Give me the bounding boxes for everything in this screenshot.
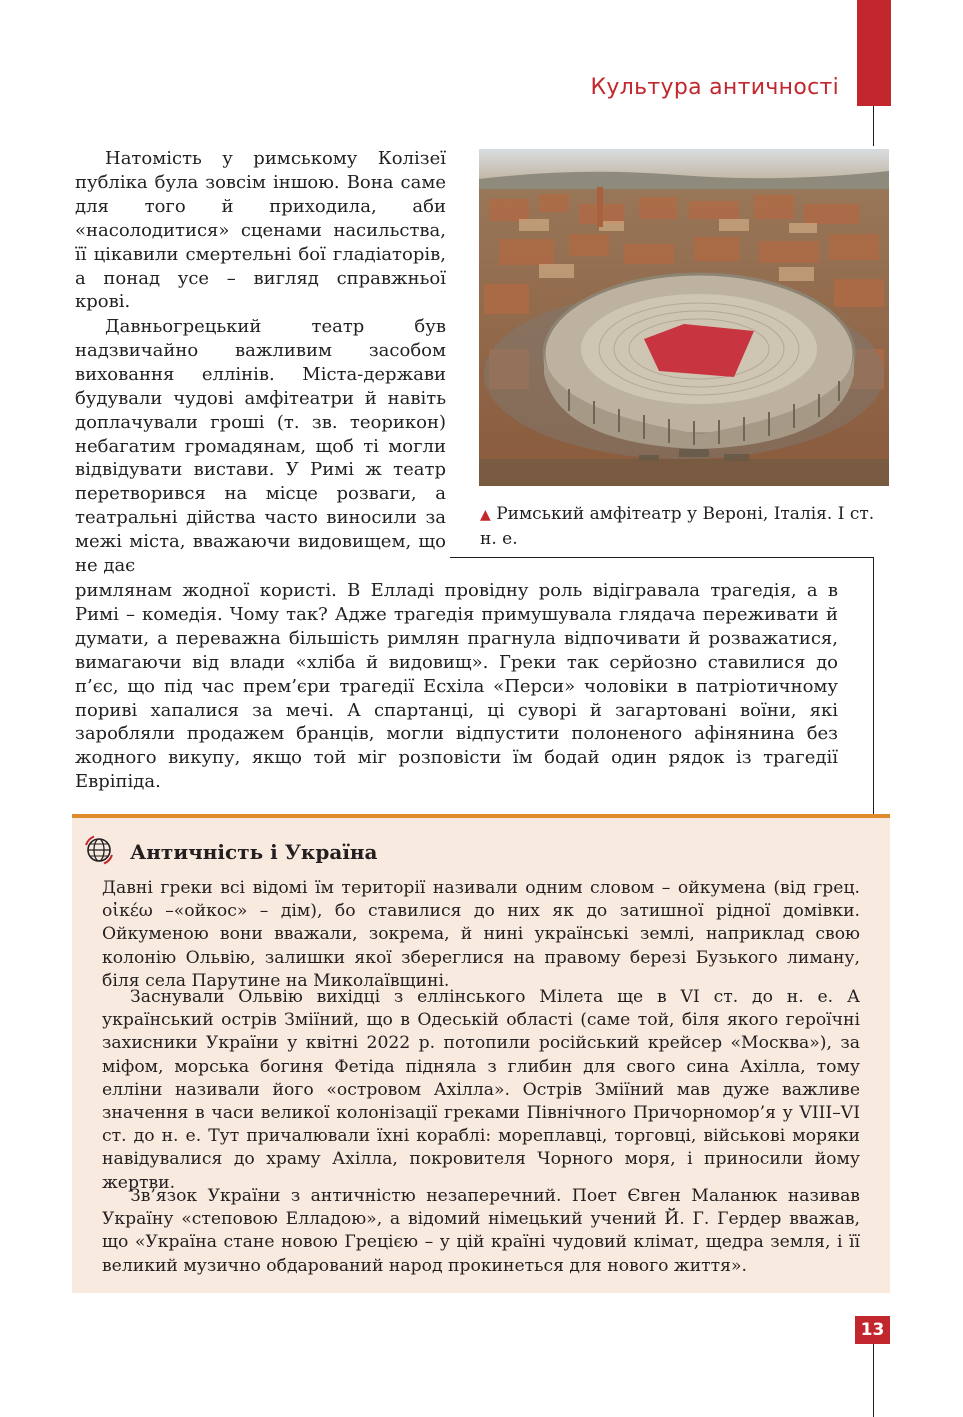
- margin-rule: [873, 1343, 874, 1417]
- paragraph: римлянам жодної користі. В Елладі провідну роль відігравала трагедія, а в Римі – комедія. Чому так? Адже трагедія примушувала глядача переживати й думати, а переважна більшість римлян прагнула відпочивати й розважатися, вимагаючи від влади «хліба й видовищ». Греки так серйозно ставилися до п’єс, що під час прем’єри трагедії Есхіла «Перси» чоловіки в патріотичному пориві хапалися за мечі. А спартанці, ці суворі й загартовані воїни, які заробляли продажем бранців, могли відпустити полоненого афінянина без жодного викупу, якщо той міг розповісти їм бодай один рядок із трагедії Евріпіда.: [75, 580, 838, 793]
- box-title: Античність і Україна: [130, 840, 378, 864]
- page-number: 13: [855, 1316, 890, 1344]
- margin-rule: [873, 557, 874, 815]
- box-paragraph: Зв’язок України з античністю незаперечний. Поет Євген Маланюк називав Україну «степовою Елладою», а відомий німецький учений Й. Г. Гердер вважав, що «Україна стане новою Грецією – у цій країні чудовий клімат, щедра земля, і її великий музично обдарований народ прокинеться для нового життя».: [102, 1186, 860, 1276]
- paragraph: Давньогрецький театр був надзвичайно важливим засобом виховання еллінів. Міста-держави будували чудові амфітеатри й навіть доплачували гроші (т. зв. теорикон) небагатим громадянам, щоб ті могли відвідувати вистави. У Римі ж театр перетворився на місце розваги, а театральні дійства часто виносили за межі міста, вважаючи видовищем, що не дає: [75, 316, 446, 577]
- caption-text: Римський амфітеатр у Вероні, Італія. І ст. н. е.: [480, 504, 875, 549]
- photo-caption: [480, 502, 880, 551]
- section-title: Культура античності: [590, 75, 839, 100]
- triangle-icon: ▲: [480, 507, 491, 523]
- caption-rule: [450, 557, 874, 558]
- margin-rule: [873, 106, 874, 146]
- box-paragraph: Давні греки всі відомі їм території називали одним словом – ойкумена (від грец. οἰκέω –«ойкос» – дім), бо ставилися до них як до затишної рідної домівки. Ойкуменою вони вважали, зокрема, й нині українські землі, наприклад свою колонію Ольвію, залишки якої збереглися на правому березі Бузького лиману, біля села Парутине на Миколаївщині.: [102, 878, 860, 991]
- globe-icon: [82, 833, 116, 867]
- verona-arena-photo: [479, 149, 889, 486]
- info-box-border: [72, 814, 890, 818]
- paragraph: Натомість у римському Колізеї публіка була зовсім іншою. Вона саме для того й приходила, аби «насолодитися» сценами насильства, її цікавили смертельні бої гладіаторів, а понад усе – вигляд справжньої крові.: [75, 148, 446, 313]
- box-paragraph: Заснували Ольвію вихідці з еллінського Мілета ще в VI ст. до н. е. А український острів Зміїний, що в Одеській області (саме той, біля якого героїчні захисники України у квітні 2022 р. потопили російський крейсер «Москва»), за міфом, морська богиня Фетіда підняла з глибин для свого сина Ахілла, тому елліни називали його «островом Ахілла». Острів Зміїний мав дуже важливе значення в часи великої колонізації греками Північного Причорномор’я у VIII–VI ст. до н. е. Тут причалювали їхні кораблі: мореплавці, торговці, військові моряки навідувалися до храму Ахілла, покровителя Чорного моря, і приносили йому жертви.: [102, 987, 860, 1193]
- header-tab: [857, 0, 891, 106]
